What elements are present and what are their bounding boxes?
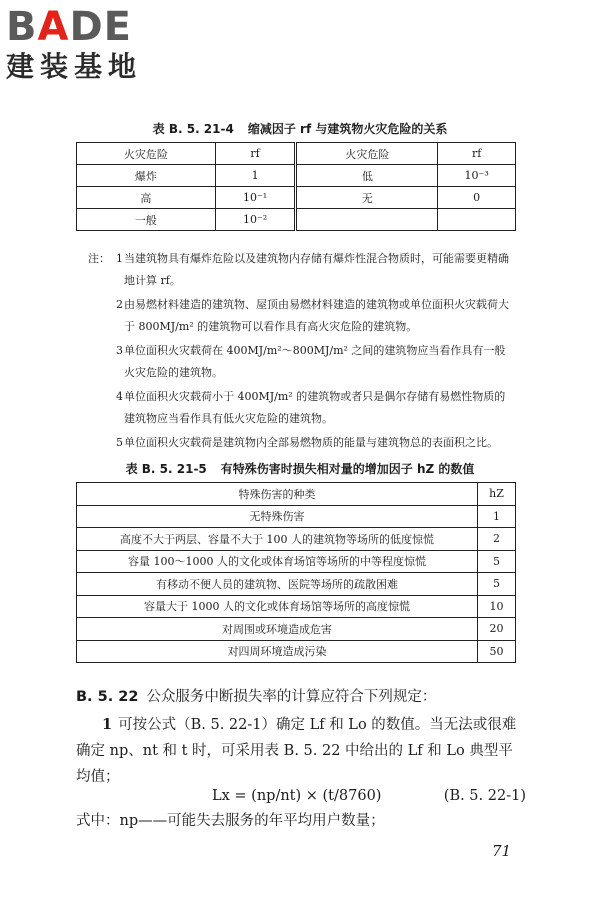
table-header-cell: hZ	[478, 483, 516, 506]
section-heading	[76, 684, 526, 710]
logo-subtitle: 建装基地	[6, 50, 143, 83]
table-row	[77, 528, 516, 551]
table-row	[77, 573, 516, 596]
formula-where: 式中：np——可能失去服务的年平均用户数量；	[76, 813, 385, 829]
table-cell: 对四周环境造成污染	[77, 640, 478, 663]
table-cell: 容量大于 1000 人的文化或体育场馆等场所的高度惊慌	[77, 595, 478, 618]
paragraph-text: 可按公式（B. 5. 22-1）确定 Lf 和 Lo 的数值。当无法或很难确定 np、nt 和 t 时，可采用表 B. 5. 22 中给出的 Lf 和 Lo 典型平均值；	[76, 717, 517, 785]
note-text: 当建筑物具有爆炸危险以及建筑物内存储有爆炸性混合物质时，可能需要更精确地计算 rf。	[124, 252, 509, 287]
table-header-row	[77, 483, 516, 506]
section-paragraph	[76, 712, 526, 790]
table-row	[77, 550, 516, 573]
table-header-cell: 火灾危险	[296, 143, 438, 165]
note-text: 单位面积火灾载荷在 400MJ/m²～800MJ/m² 之间的建筑物应当看作具有一般火灾危险的建筑物。	[124, 344, 506, 379]
table-cell: 20	[478, 618, 516, 641]
table-cell: 5	[478, 573, 516, 596]
note-number: 3	[116, 344, 123, 357]
table-cell: 1	[478, 505, 516, 528]
table-row	[77, 209, 516, 231]
table-row	[77, 505, 516, 528]
formula-tag: (B. 5. 22-1)	[443, 788, 526, 804]
logo-wordmark: BADE	[6, 4, 132, 50]
table-header-cell: rf	[215, 143, 296, 165]
table-cell: 爆炸	[77, 165, 216, 187]
table-cell: 一般	[77, 209, 216, 231]
section-title: 公众服务中断损失率的计算应符合下列规定：	[146, 689, 437, 705]
table-cell: 无	[296, 187, 438, 209]
table-cell: 有移动不便人员的建筑物、医院等场所的疏散困难	[77, 573, 478, 596]
table-cell: 10⁻²	[215, 209, 296, 231]
notes-lead: 注：	[88, 252, 110, 265]
table1-caption: 表 B. 5. 21-4 缩减因子 rf 与建筑物火灾危险的关系	[152, 122, 448, 136]
table-cell: 50	[478, 640, 516, 663]
section-number: B. 5. 22	[76, 689, 139, 705]
table-row	[77, 187, 516, 209]
table-header-cell: 特殊伤害的种类	[77, 483, 478, 506]
note-item	[88, 248, 516, 292]
table-cell: 10⁻³	[438, 165, 516, 187]
note-number: 5	[116, 436, 123, 449]
table-cell: 0	[438, 187, 516, 209]
table-cell	[296, 209, 438, 231]
item-number: 1	[102, 716, 113, 733]
table-cell: 2	[478, 528, 516, 551]
note-number: 1	[116, 252, 123, 265]
table1-notes	[88, 248, 516, 456]
table-header-row	[77, 143, 516, 165]
table-cell: 容量 100～1000 人的文化或体育场馆等场所的中等程度惊慌	[77, 550, 478, 573]
table-cell: 高	[77, 187, 216, 209]
table-row	[77, 618, 516, 641]
table-cell: 10	[478, 595, 516, 618]
logo	[6, 4, 196, 90]
table-cell: 5	[478, 550, 516, 573]
note-item	[88, 294, 516, 338]
note-number: 2	[116, 298, 123, 311]
table-row	[77, 165, 516, 187]
table-cell: 1	[215, 165, 296, 187]
table-row	[77, 595, 516, 618]
page-number: 71	[492, 842, 512, 860]
table-special-hazard	[76, 482, 516, 663]
note-item	[88, 386, 516, 430]
table-cell: 高度不大于两层、容量不大于 100 人的建筑物等场所的低度惊慌	[77, 528, 478, 551]
table-cell: 对周围或环境造成危害	[77, 618, 478, 641]
note-text: 由易燃材料建造的建筑物、屋顶由易燃材料建造的建筑物或单位面积火灾载荷大于 800MJ/m² 的建筑物可以看作具有高火灾危险的建筑物。	[124, 298, 509, 333]
table2-caption: 表 B. 5. 21-5 有特殊伤害时损失相对量的增加因子 hZ 的数值	[125, 462, 475, 476]
note-item	[88, 432, 516, 454]
note-number: 4	[116, 390, 123, 403]
table-cell: 无特殊伤害	[77, 505, 478, 528]
table-cell: 10⁻¹	[215, 187, 296, 209]
note-text: 单位面积火灾载荷小于 400MJ/m² 的建筑物或者只是偶尔存储有易燃性物质的建筑物应当看作具有低火灾危险的建筑物。	[124, 390, 506, 425]
note-item	[88, 340, 516, 384]
note-text: 单位面积火灾载荷是建筑物内全部易燃物质的能量与建筑物总的表面积之比。	[124, 436, 498, 449]
table-cell: 低	[296, 165, 438, 187]
table-row	[77, 640, 516, 663]
formula-expression: Lx = (np/nt) × (t/8760)	[212, 788, 382, 804]
table-header-cell: rf	[438, 143, 516, 165]
table-header-cell: 火灾危险	[77, 143, 216, 165]
table-reduction-factor	[76, 142, 516, 231]
table-cell	[438, 209, 516, 231]
